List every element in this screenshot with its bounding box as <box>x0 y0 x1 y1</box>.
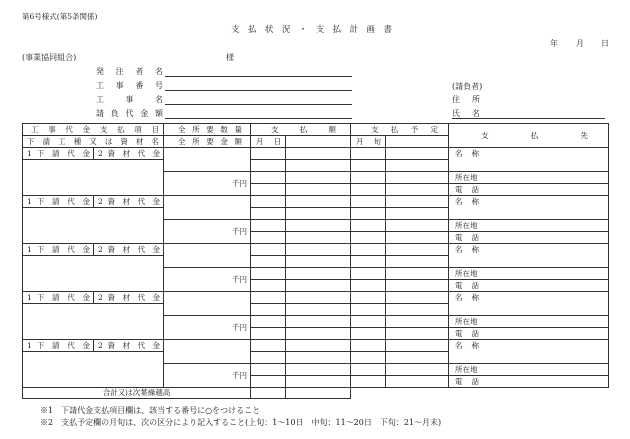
total-amount-cell <box>164 268 251 292</box>
paid-amount-cell <box>286 280 351 292</box>
payee-address-label: 所在地 <box>455 172 478 182</box>
payee-phone-label: 電 話 <box>455 184 480 194</box>
plan-amount-cell <box>386 340 449 352</box>
plan-period-cell <box>351 292 386 304</box>
header-item-name-label: 下 請 工 種 又 は 資 材 名 <box>27 136 160 146</box>
item-name-cell <box>23 304 164 340</box>
paid-date-cell <box>251 340 286 352</box>
plan-period-cell <box>351 352 386 364</box>
option-subcontract-label: 1 下 請 代 金 <box>27 244 90 254</box>
plan-amount-cell <box>386 352 449 364</box>
paid-amount-cell <box>286 232 351 244</box>
item-name-cell <box>23 352 164 388</box>
paid-amount-cell <box>286 340 351 352</box>
total-row <box>23 388 609 399</box>
entry-3-row-1 <box>23 244 609 256</box>
date-year-label: 年 <box>550 39 558 48</box>
plan-period-cell <box>351 148 386 160</box>
field-project-number-line <box>165 81 352 91</box>
plan-period-cell <box>351 172 386 184</box>
entry-option-material <box>94 148 164 160</box>
entry-4-row-1 <box>23 292 609 304</box>
paid-date-cell <box>251 256 286 268</box>
payment-table <box>22 123 609 399</box>
plan-amount-cell <box>386 328 449 340</box>
header-paid-date <box>251 136 286 148</box>
header-payee <box>449 124 609 148</box>
plan-amount-cell <box>386 244 449 256</box>
plan-period-cell <box>351 196 386 208</box>
addressee-honorific: 様 <box>226 53 234 62</box>
header-plan-period-label: 月 旬 <box>356 136 382 146</box>
paid-amount-cell <box>286 376 351 388</box>
note-1: ※1 下請代金支払項目欄は、該当する番号に○をつけること <box>40 406 261 415</box>
entry-5-row-1 <box>23 340 609 352</box>
paid-date-cell <box>251 220 286 232</box>
total-amount-cell <box>164 172 251 196</box>
paid-amount-cell <box>286 328 351 340</box>
field-project-number-label: 工 事 番 号 <box>96 81 163 90</box>
total-row-blank <box>351 388 609 399</box>
payee-phone-label: 電 話 <box>455 280 480 290</box>
paid-amount-cell <box>286 292 351 304</box>
total-amount-cell <box>164 316 251 340</box>
plan-period-cell <box>351 316 386 328</box>
plan-amount-cell <box>386 184 449 196</box>
field-orderer-name-line <box>165 67 352 77</box>
contractor-name-line <box>452 109 605 119</box>
paid-date-cell <box>251 232 286 244</box>
field-project-name <box>96 95 352 105</box>
payee-phone-label: 電 話 <box>455 232 480 242</box>
payee-name-cell <box>449 148 609 172</box>
header-paid-amount-value <box>286 136 351 148</box>
payee-phone-cell <box>449 184 609 196</box>
option-material-label: 2 資 材 代 金 <box>98 196 161 206</box>
plan-amount-cell <box>386 196 449 208</box>
paid-date-cell <box>251 352 286 364</box>
payee-name-label: 名 称 <box>455 293 480 302</box>
header-payee-label: 支 払 先 <box>481 130 589 140</box>
paid-amount-cell <box>286 208 351 220</box>
plan-amount-cell <box>386 160 449 172</box>
payee-name-cell <box>449 196 609 220</box>
total-quantity-cell <box>164 340 251 364</box>
paid-amount-cell <box>286 316 351 328</box>
paid-amount-cell <box>286 268 351 280</box>
option-material-label: 2 資 材 代 金 <box>98 340 161 350</box>
paid-date-cell <box>251 160 286 172</box>
payee-address-cell <box>449 316 609 328</box>
date-day-label: 日 <box>601 39 609 48</box>
total-quantity-cell <box>164 292 251 316</box>
paid-date-cell <box>251 268 286 280</box>
payee-name-label: 名 称 <box>455 149 480 158</box>
paid-amount-cell <box>286 160 351 172</box>
payee-name-label: 名 称 <box>455 197 480 206</box>
plan-period-cell <box>351 364 386 376</box>
contractor-address-label: 住 所 <box>452 95 480 104</box>
plan-amount-cell <box>386 256 449 268</box>
paid-amount-cell <box>286 196 351 208</box>
payee-address-cell <box>449 220 609 232</box>
document-title: 支 払 状 況 ・ 支 払 計 画 書 <box>231 25 392 35</box>
plan-amount-cell <box>386 148 449 160</box>
option-material-label: 2 資 材 代 金 <box>98 244 161 254</box>
item-name-cell <box>23 208 164 244</box>
payee-phone-label: 電 話 <box>455 328 480 338</box>
plan-amount-cell <box>386 172 449 184</box>
payee-phone-label: 電 話 <box>455 376 480 386</box>
plan-amount-cell <box>386 376 449 388</box>
item-name-cell <box>23 160 164 196</box>
paid-date-cell <box>251 280 286 292</box>
paid-date-cell <box>251 148 286 160</box>
item-name-cell <box>23 256 164 292</box>
plan-amount-cell <box>386 364 449 376</box>
plan-amount-cell <box>386 232 449 244</box>
plan-amount-cell <box>386 304 449 316</box>
header-payment-plan-label: 支 払 予 定 <box>371 124 439 134</box>
field-orderer-name <box>96 67 352 77</box>
plan-amount-cell <box>386 268 449 280</box>
option-subcontract-label: 1 下 請 代 金 <box>27 292 90 302</box>
entry-option-subcontract <box>23 244 94 256</box>
total-paid-date-cell <box>251 388 286 399</box>
paid-date-cell <box>251 364 286 376</box>
plan-period-cell <box>351 268 386 280</box>
plan-period-cell <box>351 244 386 256</box>
addressee-organization: (事業協同組合) <box>22 53 77 62</box>
header-paid-amount-label: 支 払 額 <box>271 124 337 134</box>
entry-option-material <box>94 196 164 208</box>
paid-amount-cell <box>286 184 351 196</box>
plan-amount-cell <box>386 316 449 328</box>
header-item-name <box>23 136 164 148</box>
header-paid-date-label: 月 日 <box>256 136 282 146</box>
header-total-quantity-label: 全 所 要 数 量 <box>178 124 243 134</box>
plan-period-cell <box>351 160 386 172</box>
total-quantity-cell <box>164 148 251 172</box>
payee-phone-cell <box>449 280 609 292</box>
paid-amount-cell <box>286 304 351 316</box>
plan-period-cell <box>351 184 386 196</box>
paid-date-cell <box>251 316 286 328</box>
plan-period-cell <box>351 232 386 244</box>
paid-date-cell <box>251 208 286 220</box>
payee-phone-cell <box>449 328 609 340</box>
paid-date-cell <box>251 196 286 208</box>
paid-amount-cell <box>286 172 351 184</box>
header-payment-item <box>23 124 164 136</box>
header-total-quantity <box>164 124 251 136</box>
plan-period-cell <box>351 376 386 388</box>
total-label: 合計又は次葉繰越高 <box>102 388 171 397</box>
plan-period-cell <box>351 304 386 316</box>
header-total-amount <box>164 136 251 148</box>
field-contract-amount <box>96 109 352 119</box>
plan-period-cell <box>351 220 386 232</box>
payee-phone-cell <box>449 376 609 388</box>
total-paid-amount-cell <box>286 388 351 399</box>
option-material-label: 2 資 材 代 金 <box>98 148 161 158</box>
header-plan-period <box>351 136 386 148</box>
form-number: 第6号様式(第5条関係) <box>22 12 98 21</box>
payee-address-label: 所在地 <box>455 364 478 374</box>
payee-name-label: 名 称 <box>455 245 480 254</box>
date-month-label: 月 <box>576 39 584 48</box>
amount-unit-label: 千円 <box>232 178 248 188</box>
header-payment-item-label: 工 事 代 金 支 払 項 目 <box>31 124 160 134</box>
payee-address-label: 所在地 <box>455 316 478 326</box>
paid-date-cell <box>251 328 286 340</box>
payee-name-cell <box>449 340 609 364</box>
paid-amount-cell <box>286 244 351 256</box>
field-project-number <box>96 81 352 91</box>
field-orderer-name-label: 発 注 者 名 <box>96 67 163 76</box>
paid-date-cell <box>251 292 286 304</box>
payee-name-cell <box>449 292 609 316</box>
plan-amount-cell <box>386 292 449 304</box>
paid-amount-cell <box>286 220 351 232</box>
option-subcontract-label: 1 下 請 代 金 <box>27 196 90 206</box>
amount-unit-label: 千円 <box>232 322 248 332</box>
paid-date-cell <box>251 172 286 184</box>
field-contract-amount-line <box>165 109 352 119</box>
total-label-cell <box>23 388 251 399</box>
entry-2-row-1 <box>23 196 609 208</box>
payee-name-cell <box>449 244 609 268</box>
field-project-name-label: 工 事 名 <box>96 95 163 104</box>
option-subcontract-label: 1 下 請 代 金 <box>27 340 90 350</box>
option-subcontract-label: 1 下 請 代 金 <box>27 148 90 158</box>
total-amount-cell <box>164 364 251 388</box>
contractor-heading: (請負者) <box>452 82 483 91</box>
plan-amount-cell <box>386 208 449 220</box>
header-plan-amount-value <box>386 136 449 148</box>
entry-option-material <box>94 340 164 352</box>
plan-amount-cell <box>386 220 449 232</box>
total-quantity-cell <box>164 196 251 220</box>
entry-option-subcontract <box>23 148 94 160</box>
total-quantity-cell <box>164 244 251 268</box>
amount-unit-label: 千円 <box>232 226 248 236</box>
payee-phone-cell <box>449 232 609 244</box>
plan-period-cell <box>351 280 386 292</box>
paid-date-cell <box>251 376 286 388</box>
entry-option-subcontract <box>23 196 94 208</box>
payee-address-cell <box>449 364 609 376</box>
paid-amount-cell <box>286 148 351 160</box>
total-amount-cell <box>164 220 251 244</box>
paid-date-cell <box>251 184 286 196</box>
header-paid-amount <box>251 124 351 136</box>
paid-amount-cell <box>286 256 351 268</box>
entry-option-material <box>94 244 164 256</box>
option-material-label: 2 資 材 代 金 <box>98 292 161 302</box>
payee-address-label: 所在地 <box>455 268 478 278</box>
entry-option-material <box>94 292 164 304</box>
payee-address-cell <box>449 268 609 280</box>
plan-period-cell <box>351 340 386 352</box>
field-contract-amount-label: 請 負 代 金 額 <box>96 109 163 118</box>
amount-unit-label: 千円 <box>232 370 248 380</box>
header-row-1 <box>23 124 609 136</box>
payee-address-label: 所在地 <box>455 220 478 230</box>
paid-amount-cell <box>286 364 351 376</box>
entry-option-subcontract <box>23 340 94 352</box>
header-payment-plan <box>351 124 449 136</box>
payee-address-cell <box>449 172 609 184</box>
plan-period-cell <box>351 328 386 340</box>
header-total-amount-label: 全 所 要 金 額 <box>178 136 243 146</box>
contractor-name-label: 氏 名 <box>452 109 480 118</box>
note-2: ※2 支払予定欄の月旬は、次の区分により記入すること(上旬：1～10日 中旬：11～20日 下旬：21～月末) <box>40 418 442 427</box>
entry-option-subcontract <box>23 292 94 304</box>
payee-name-label: 名 称 <box>455 341 480 350</box>
paid-date-cell <box>251 304 286 316</box>
plan-period-cell <box>351 256 386 268</box>
plan-amount-cell <box>386 280 449 292</box>
plan-period-cell <box>351 208 386 220</box>
entry-1-row-1 <box>23 148 609 160</box>
amount-unit-label: 千円 <box>232 274 248 284</box>
paid-date-cell <box>251 244 286 256</box>
field-project-name-line <box>165 95 352 105</box>
paid-amount-cell <box>286 352 351 364</box>
